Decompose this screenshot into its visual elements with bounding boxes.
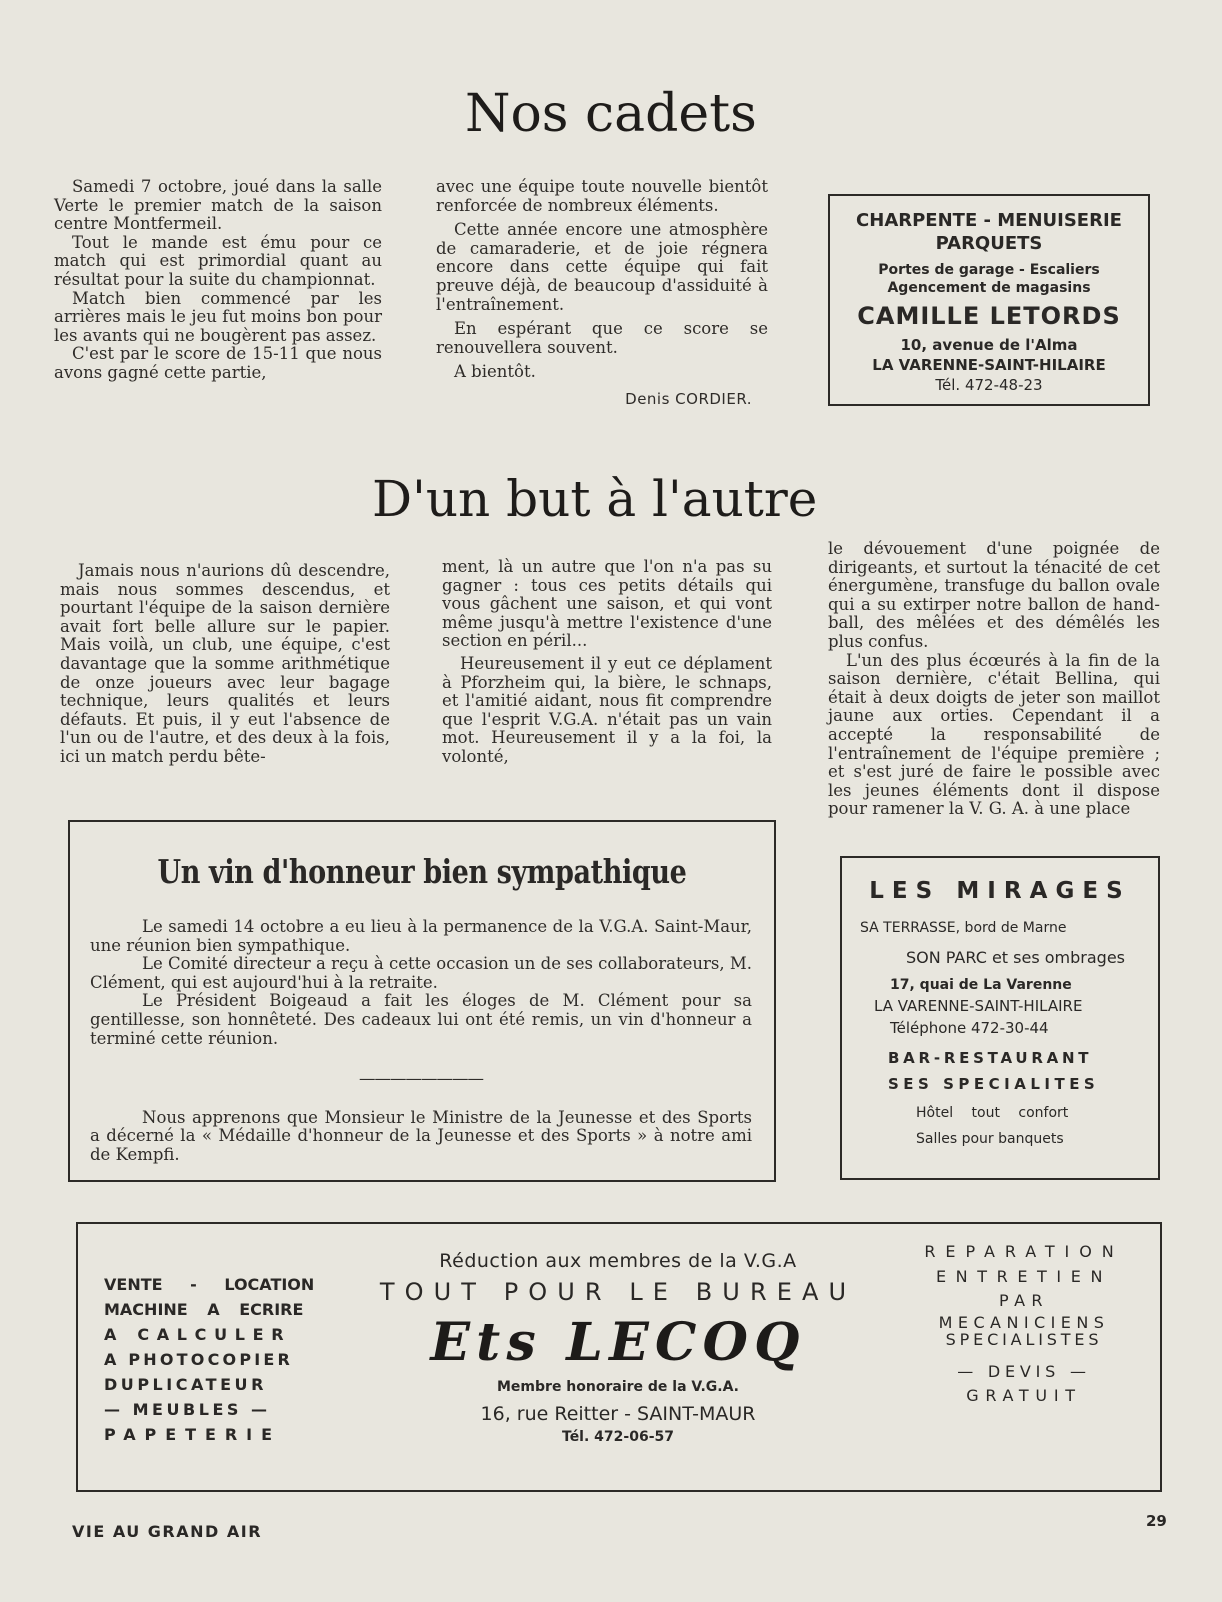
ad-lecoq-headline: TOUT POUR LE BUREAU <box>379 1278 857 1306</box>
ad-lecoq-left-line: DUPLICATEUR <box>104 1375 267 1394</box>
ad-letords-city: LA VARENNE-SAINT-HILAIRE <box>872 356 1106 374</box>
cadets-paragraph: Samedi 7 octobre, joué dans la salle Verte le premier match de la saison centre Montfermeil. <box>54 177 382 234</box>
vin-paragraph: Le Président Boigeaud a fait les éloges de M. Clément pour sa gentillesse, son honnêteté. Des cadeaux lui ont été remis, un vin d'honneur a terminé cette réunion. <box>90 991 752 1048</box>
ad-lecoq-right-line: PAR <box>999 1291 1049 1310</box>
ad-lecoq-address: 16, rue Reitter - SAINT-MAUR <box>480 1403 756 1425</box>
cadets-paragraph: Tout le mande est ému pour ce match qui est primordial quant au résultat pour la suite du championnat. <box>54 232 382 289</box>
ad-mirages-specialites: SES SPECIALITES <box>888 1075 1100 1093</box>
ad-lecoq-left-line: A CALCULER <box>104 1325 292 1344</box>
ad-letords-line3: Portes de garage - Escaliers <box>878 262 1100 278</box>
ad-letords-line4: Agencement de magasins <box>887 280 1091 296</box>
ad-letords <box>828 194 1150 406</box>
vin-separator: ———————— <box>359 1069 483 1089</box>
cadets-paragraph: A bientôt. <box>454 362 536 382</box>
cadets-paragraph: C'est par le score de 15-11 que nous avons gagné cette partie, <box>54 344 382 382</box>
ad-mirages-city: LA VARENNE-SAINT-HILAIRE <box>874 997 1083 1015</box>
vin-box <box>68 820 776 1182</box>
ad-lecoq-right-line: GRATUIT <box>966 1386 1082 1405</box>
vin-note: Nous apprenons que Monsieur le Ministre de la Jeunesse et des Sports a décerné la « Médaille d'honneur de la Jeunesse et des Sports » à notre ami de Kempfi. <box>90 1107 752 1164</box>
vin-paragraph: Le Comité directeur a reçu à cette occasion un de ses collaborateurs, M. Clément, qui est aujourd'hui à la retraite. <box>90 954 752 992</box>
cadets-paragraph: avec une équipe toute nouvelle bientôt renforcée de nombreux éléments. <box>436 177 768 215</box>
page-number: 29 <box>1146 1512 1167 1530</box>
ad-mirages-address: 17, quai de La Varenne <box>890 977 1072 993</box>
ad-lecoq-left-line: PAPETERIE <box>104 1425 281 1444</box>
but-column-1 <box>60 562 390 767</box>
but-paragraph: Heureusement il y eut ce déplament à Pforzheim qui, la bière, le schnaps, et l'amitié aidant, nous fit comprendre que l'esprit V.G.A. n'était pas un vain mot. Heureusement il y a la foi, la volonté, <box>442 653 772 766</box>
but-paragraph: le dévouement d'une poignée de dirigeants, et surtout la ténacité de cet énergumène, transfuge du ballon ovale qui a su extirper notre ballon de hand-ball, des mêlées et des démêlés les plus confus. <box>828 539 1160 651</box>
ad-letords-line2: PARQUETS <box>935 233 1043 254</box>
ad-lecoq-right-line: SPECIALISTES <box>945 1329 1103 1349</box>
ad-lecoq-right-line: — DEVIS — <box>957 1361 1091 1381</box>
but-paragraph: Jamais nous n'aurions dû descendre, mais nous sommes descendus, et pourtant l'équipe de la saison dernière avait fort belle allure sur le papier. Mais voilà, un club, une équipe, c'est davantage que la somme arithmétique de onze joueurs avec leur bagage technique, leurs qualités et leurs défauts. Et puis, il y eut l'absence de l'un ou de l'autre, et des deux à la fois, ici un match perdu bête- <box>60 561 390 766</box>
ad-letords-address: 10, avenue de l'Alma <box>900 336 1078 354</box>
ad-mirages <box>840 856 1160 1180</box>
cadets-signature: Denis CORDIER. <box>625 389 752 408</box>
but-column-3 <box>828 540 1160 819</box>
ad-lecoq-center <box>348 1224 888 1445</box>
ad-lecoq-left-line: MACHINE A ECRIRE <box>104 1300 304 1319</box>
ad-lecoq-left-line: VENTE - LOCATION <box>104 1275 315 1294</box>
but-title: D'un but à l'autre <box>372 470 818 528</box>
ad-lecoq-left <box>104 1272 314 1447</box>
cadets-paragraph: En espérant que ce score se renouvellera souvent. <box>436 319 768 357</box>
ad-mirages-phone: Téléphone 472-30-44 <box>890 1019 1049 1037</box>
ad-mirages-name: LES MIRAGES <box>869 878 1131 904</box>
ad-mirages-parc: SON PARC et ses ombrages <box>906 948 1126 967</box>
but-paragraph: L'un des plus écœurés à la fin de la saison dernière, c'était Bellina, qui était à deux doigts de jeter son maillot jaune aux orties. Cependant il a accepté la responsabilité de l'entraînement de l'équipe première ; et s'est juré de faire le possible avec les jeunes éléments dont il dispose pour ramener la V. G. A. à une place <box>828 650 1160 819</box>
cadets-title: Nos cadets <box>465 84 757 144</box>
ad-lecoq-right-line: REPARATION <box>924 1242 1124 1261</box>
ad-lecoq-brand: Ets LECOQ <box>430 1312 806 1373</box>
cadets-paragraph: Match bien commencé par les arrières mais le jeu fut moins bon pour les avants qui ne bougèrent pas assez. <box>54 288 382 345</box>
but-column-2 <box>442 558 772 767</box>
ad-mirages-hotel: Hôtel tout confort <box>916 1105 1069 1121</box>
cadets-column-1 <box>54 178 382 383</box>
ad-mirages-bar: BAR-RESTAURANT <box>888 1049 1093 1067</box>
ad-mirages-salles: Salles pour banquets <box>916 1131 1064 1147</box>
cadets-paragraph: Cette année encore une atmosphère de camaraderie, et de joie régnera encore dans cette équipe qui fait preuve déjà, de beaucoup d'assiduité à l'entraînement. <box>436 220 768 314</box>
ad-letords-name: CAMILLE LETORDS <box>857 302 1121 330</box>
ad-letords-phone: Tél. 472-48-23 <box>935 376 1043 394</box>
ad-lecoq-left-line: A PHOTOCOPIER <box>104 1350 294 1369</box>
footer-magazine: VIE AU GRAND AIR <box>72 1522 263 1541</box>
ad-lecoq <box>76 1222 1162 1492</box>
ad-lecoq-reduction: Réduction aux membres de la V.G.A <box>439 1250 797 1272</box>
ad-lecoq-phone: Tél. 472-06-57 <box>562 1429 674 1445</box>
ad-letords-line1: CHARPENTE - MENUISERIE <box>856 210 1122 231</box>
cadets-column-2 <box>436 178 768 409</box>
ad-lecoq-right-line: ENTRETIEN <box>935 1266 1113 1286</box>
ad-lecoq-member: Membre honoraire de la V.G.A. <box>497 1379 739 1395</box>
vin-title: Un vin d'honneur bien sympathique <box>157 852 687 891</box>
ad-lecoq-right-line: MECANICIENS <box>938 1312 1110 1332</box>
vin-paragraph: Le samedi 14 octobre a eu lieu à la permanence de la V.G.A. Saint-Maur, une réunion bien sympathique. <box>90 917 752 955</box>
ad-lecoq-left-line: — MEUBLES — <box>104 1400 271 1419</box>
ad-lecoq-right <box>912 1240 1136 1409</box>
but-paragraph: ment, là un autre que l'on n'a pas su gagner : tous ces petits détails qui vous gâchent une saison, et qui vont même jusqu'à mettre l'existence d'une section en péril... <box>442 557 772 651</box>
vin-body <box>90 918 752 1165</box>
ad-mirages-terrasse: SA TERRASSE, bord de Marne <box>860 920 1067 936</box>
